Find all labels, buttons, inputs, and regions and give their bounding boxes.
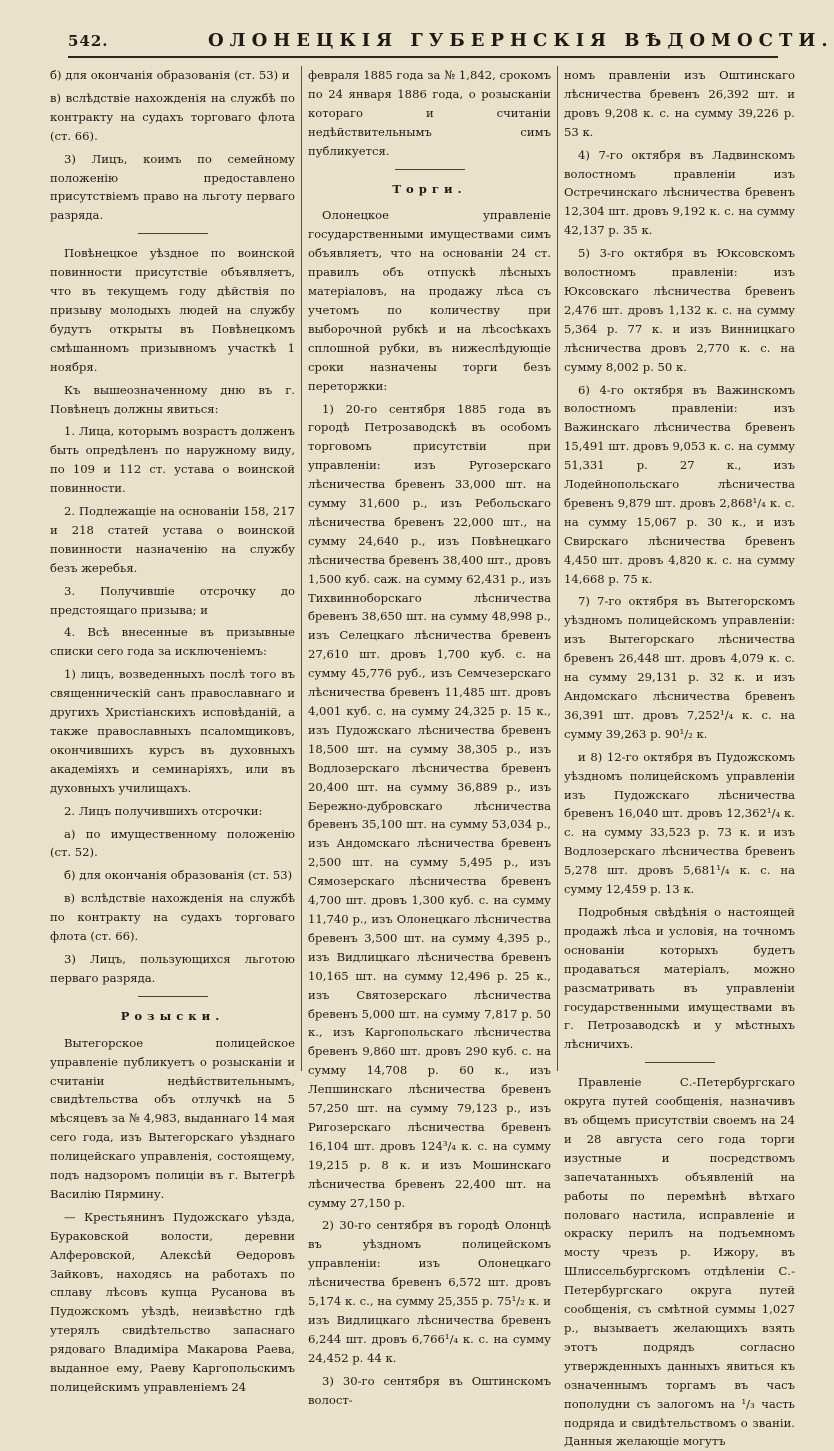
newspaper-title: ОЛОНЕЦКІЯ ГУБЕРНСКІЯ ВѢДОМОСТИ. (208, 30, 834, 51)
paragraph: 1) лицъ, возведенныхъ послѣ того въ священническій санъ православнаго и другихъ Христіанскихъ исповѣданій, а также православныхъ псаломщиковъ, окончившихъ курсъ въ духовныхъ академіяхъ и семинаріяхъ, или въ духовныхъ училищахъ. (50, 667, 295, 795)
column-divider (557, 66, 558, 1071)
separator-rule (395, 169, 465, 170)
separator-rule (138, 996, 208, 997)
paragraph: 3) Лицъ, коимъ по семейному положенію предоставлено присутствіемъ право на льготу перваго разряда. (50, 151, 295, 223)
paragraph: в) вслѣдствіе нахожденія на службѣ по контракту на судахъ торговаго флота (ст. 66). (50, 90, 295, 143)
section-heading-torgi: Торги. (392, 181, 467, 196)
paragraph: Вытегорское полицейское управленіе публикуетъ о розысканіи и считаніи недѣйствительнымъ, свидѣтельства объ отлучкѣ на 5 мѣсяцевъ за № 4,983, выданнаго 14 мая сего года, изъ Вытегорскаго уѣзднаго полицейскаго управленія, состоящему, подъ надзоромъ полиціи въ г. Вытегрѣ Василію Пярмину. (50, 1035, 295, 1201)
paragraph: б) для окончанія образованія (ст. 53) и (50, 68, 290, 82)
paragraph: — Крестьянинъ Пудожскаго уѣзда, Бураковской волости, деревни Алферовской, Алексѣй Ѳедоровъ Зайковъ, находясь на работахъ по сплаву лѣсовъ купца Русанова въ Пудожскомъ уѣздѣ, неизвѣстно гдѣ утерялъ свидѣтельство запаснаго рядоваго Владиміра Макарова Раева, выданное ему, Раеву Каргопольскимъ полицейскимъ управленіемъ 24 (50, 1209, 295, 1394)
paragraph: Подробныя свѣдѣнія о настоящей продажѣ лѣса и условія, на точномъ основаніи которыхъ будетъ продаваться матеріалъ, можно разсматривать въ управленіи государственными имуществами въ г. Петрозаводскѣ и у мѣстныхъ лѣсничихъ. (564, 904, 795, 1052)
paragraph: номъ правленіи изъ Оштинскаго лѣсничества бревенъ 26,392 шт. и дровъ 9,208 к. с. на сумму 39,226 р. 53 к. (564, 68, 795, 139)
separator-rule (138, 233, 208, 234)
paragraph: 1. Лица, которымъ возрастъ долженъ быть опредѣленъ по наружному виду, по 109 и 112 ст. устава о воинской повинности. (50, 424, 295, 496)
paragraph: 3. Получившіе отсрочку до предстоящаго призыва; и (50, 583, 295, 617)
page-number: 542. (68, 32, 109, 50)
paragraph: и 8) 12-го октября въ Пудожскомъ уѣздномъ полицейскомъ управленіи изъ Пудожскаго лѣсничества бревенъ 16,040 шт. дровъ 12,362¹/₄ к. с. на сумму 33,523 р. 73 к. и изъ Водлозерскаго лѣсничества бревенъ 5,278 шт. дровъ 5,681¹/₄ к. с. на сумму 12,459 р. 13 к. (564, 749, 795, 897)
paragraph: 3) 30-го сентября въ Оштинскомъ волост- (308, 1373, 551, 1407)
paragraph: 2) 30-го сентября въ городѣ Олонцѣ въ уѣздномъ полицейскомъ управленіи: изъ Олонецкаго лѣсничества бревенъ 6,572 шт. дровъ 5,174 к. с., на сумму 25,355 р. 75¹/₂ к. и изъ Видлицкаго лѣсничества бревенъ 6,244 шт. дровъ 6,766¹/₄ к. с. на сумму 24,452 р. 44 к. (308, 1218, 551, 1365)
page-header (68, 26, 834, 58)
paragraph: 4. Всѣ внесенные въ призывные списки сего года за исключеніемъ: (50, 625, 295, 659)
column-1 (50, 66, 295, 1394)
paragraph: 4) 7-го октября въ Ладвинскомъ волостномъ правленіи изъ Остречинскаго лѣсничества бревенъ 12,304 шт. дровъ 9,192 к. с. на сумму 42,137 р. 35 к. (564, 147, 795, 238)
paragraph: 5) 3-го октября въ Юксовскомъ волостномъ правленіи: изъ Юксовскаго лѣсничества бревенъ 2,476 шт. дровъ 1,132 к. с. на сумму 5,364 р. 77 к. и изъ Винницкаго лѣсничества дровъ 2,770 к. с. на сумму 8,002 р. 50 к. (564, 246, 795, 374)
column-3 (564, 66, 795, 1449)
section-heading-rozyski: Розыски. (120, 1008, 225, 1023)
separator-rule (645, 1062, 715, 1063)
paragraph: Правленіе С.-Петербургскаго округа путей сообщенія, назначивъ въ общемъ присутствіи своемъ на 24 и 28 августа сего года торги изустные и посредствомъ запечатанныхъ объявленій на работы по перемѣнѣ вѣтхаго половаго настила, исправленіе и окраску перилъ на подъемномъ мосту чрезъ р. Ижору, въ Шлиссельбургскомъ отдѣленіи С.-Петербургскаго округа путей сообщенія, съ смѣтной суммы 1,027 р., вызываетъ желающихъ взять этотъ подрядъ согласно утвержденныхъ данныхъ явиться къ означеннымъ торгамъ въ часъ пополудни съ залогомъ на ¹/₃ часть подряда и свидѣтельствомъ о званіи. Данныя желающіе могутъ (564, 1075, 795, 1449)
paragraph: февраля 1885 года за № 1,842, срокомъ по 24 января 1886 года, о розысканіи котораго и считаніи недѣйствительнымъ симъ публикуется. (308, 68, 551, 158)
paragraph: 6) 4-го октября въ Важинскомъ волостномъ правленіи: изъ Важинскаго лѣсничества бревенъ 15,491 шт. дровъ 9,053 к. с. на сумму 51,331 р. 27 к., изъ Лодейнопольскаго лѣсничества бревенъ 9,879 шт. дровъ 2,868¹/₄ к. с. на сумму 15,067 р. 30 к., и изъ Свирскаго лѣсничества бревенъ 4,450 шт. дровъ 4,820 к. с. на сумму 14,668 р. 75 к. (564, 382, 795, 586)
paragraph: 7) 7-го октября въ Вытегорскомъ уѣздномъ полицейскомъ управленіи: изъ Вытегорскаго лѣсничества бревенъ 26,448 шт. дровъ 4,079 к. с. на сумму 29,131 р. 32 к. и изъ Андомскаго лѣсничества бревенъ 36,391 шт. дровъ 7,252¹/₄ к. с. на сумму 39,263 р. 90¹/₂ к. (564, 594, 795, 741)
column-divider (301, 66, 302, 1071)
column-2 (308, 66, 551, 1407)
paragraph: Къ вышеозначенному дню въ г. Повѣнецъ должны явиться: (50, 382, 295, 416)
paragraph: б) для окончанія образованія (ст. 53) (64, 868, 293, 883)
paragraph: а) по имущественному положенію (ст. 52). (50, 826, 295, 860)
paragraph: 3) Лицъ, пользующихся льготою перваго разряда. (50, 951, 295, 985)
paragraph: 1) 20-го сентября 1885 года въ городѣ Петрозаводскѣ въ особомъ торговомъ присутствіи при управленіи: изъ Ругозерскаго лѣсничества бревенъ 33,000 шт. на сумму 31,600 р., изъ Ребольскаго лѣсничества бревенъ 22,000 шт., на сумму 24,640 р., изъ Повѣнецкаго лѣсничества бревенъ 38,400 шт., дровъ 1,500 куб. саж. на сумму 62,431 р., изъ Тихвинноборскаго лѣсничества бревенъ 38,650 шт. на сумму 48,998 р., изъ Селецкаго лѣсничества бревенъ 27,610 шт. дровъ 1,700 куб. с. на сумму 45,776 руб., изъ Семчезерскаго лѣсничества бревенъ 11,485 шт. дровъ 4,001 куб. с. на сумму 24,325 р. 15 к., изъ Пудожскаго лѣсничества бревенъ 18,500 шт. на сумму 38,305 р., изъ Водлозерскаго лѣсничества бревенъ 20,400 шт. на сумму 36,889 р., изъ Бережно-дубровскаго лѣсничества бревенъ 35,100 шт. на сумму 53,034 р., изъ Андомскаго лѣсничества бревенъ 2,500 шт. на сумму 5,495 р., изъ Сямозерскаго лѣсничества бревенъ 4,700 шт. дровъ 1,300 куб. с. на сумму 11,740 р., изъ Олонецкаго лѣсничества бревенъ 3,500 шт. на сумму 4,395 р., изъ Видлицкаго лѣсничества бревенъ 10,165 шт. на сумму 12,496 р. 25 к., изъ Святозерскаго лѣсничества бревенъ 5,000 шт. на сумму 7,817 р. 50 к., изъ Каргопольскаго лѣсничества бревенъ 9,860 шт. дровъ 290 куб. с. на сумму 14,708 р. 60 к., изъ Лепшинскаго лѣсничества бревенъ 57,250 шт. на сумму 79,123 р., изъ Ригозерскаго лѣсничества бревенъ 16,104 шт. дровъ 124³/₄ к. с. на сумму 19,215 р. 8 к. и изъ Мошинскаго лѣсничества бревенъ 22,400 шт. на сумму 27,150 р. (308, 401, 551, 1210)
notice-paragraph: Повѣнецкое уѣздное по воинской повинности присутствіе объявляетъ, что въ текущемъ году дѣйствія по призыву молодыхъ людей на службу будутъ открыты въ Повѣнецкомъ смѣшанномъ призывномъ участкѣ 1 ноября. (50, 246, 295, 374)
paragraph: в) вслѣдствіе нахожденія на службѣ по контракту на судахъ торговаго флота (ст. 66). (50, 891, 295, 944)
paragraph: 2. Подлежащіе на основаніи 158, 217 и 218 статей устава о воинской повинности назначенію на службу безъ жеребья. (50, 504, 295, 575)
paragraph: Олонецкое управленіе государственными имуществами симъ объявляетъ, что на основаніи 24 ст. правилъ объ отпускѣ лѣсныхъ матеріаловъ, на продажу лѣса съ учетомъ по количеству при выборочной рубкѣ и на лѣсосѣкахъ сплошной рубки, въ нижеслѣдующіе сроки назначены торги безъ переторжки: (308, 208, 551, 393)
paragraph: 2. Лицъ получившихъ отсрочки: (64, 803, 263, 818)
